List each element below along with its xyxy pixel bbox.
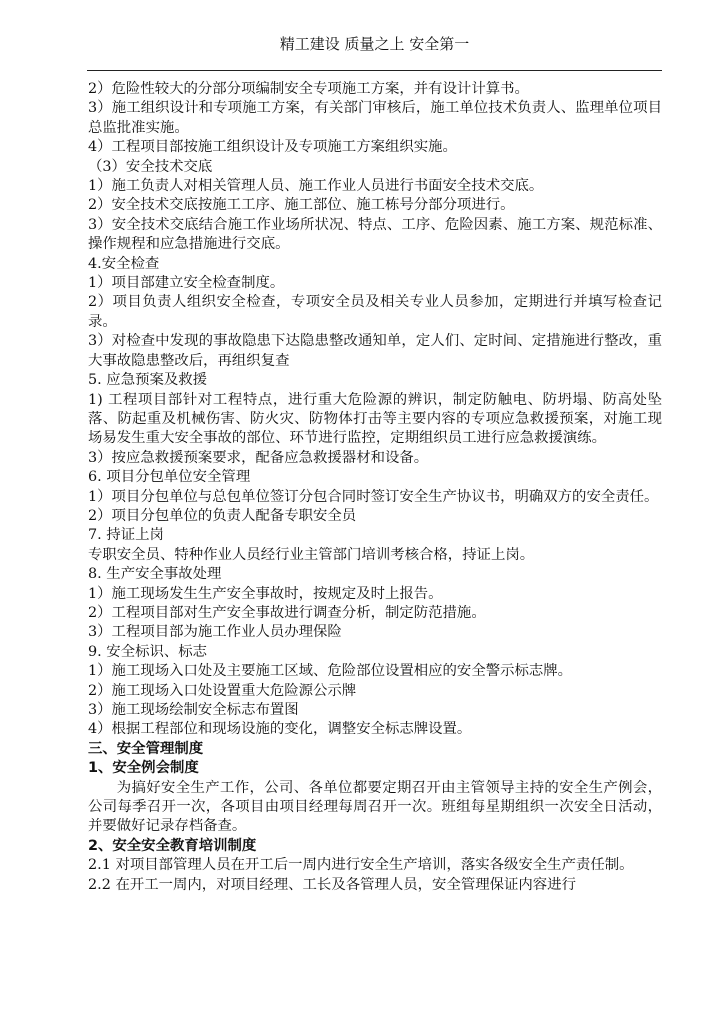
section-heading: 1、安全例会制度 (88, 760, 199, 777)
paragraph: 3）施工现场绘制安全标志布置图 (88, 702, 299, 718)
paragraph: 1）施工现场入口处及主要施工区域、危险部位设置相应的安全警示标志牌。 (88, 663, 573, 680)
paragraph: 3）工程项目部为施工作业人员办理保险 (88, 624, 342, 641)
paragraph: 1）项目部建立安全检查制度。 (88, 275, 285, 292)
paragraph: 1）项目分包单位与总包单位签订分包合同时签订安全生产协议书，明确双方的安全责任。 (88, 488, 659, 505)
paragraph: 3）施工组织设计和专项施工方案，有关部门审核后，施工单位技术负责人、监理单位项目总监批准实施。 (88, 100, 662, 136)
paragraph: 8. 生产安全事故处理 (88, 566, 222, 583)
paragraph: 2.1 对项目部管理人员在开工后一周内进行安全生产培训，落实各级安全生产责任制。 (88, 857, 634, 874)
paragraph: 2）安全技术交底按施工工序、施工部位、施工栋号分部分项进行。 (88, 197, 515, 214)
paragraph: 9. 安全标识、标志 (88, 643, 208, 660)
section-heading: 2、安全安全教育培训制度 (88, 837, 257, 854)
paragraph: （3）安全技术交底 (88, 158, 213, 175)
paragraph: 1）施工现场发生生产安全事故时，按规定及时上报告。 (88, 585, 443, 602)
paragraph: 1）施工负责人对相关管理人员、施工作业人员进行书面安全技术交底。 (88, 178, 544, 195)
paragraph: 专职安全员、特种作业人员经行业主管部门培训考核合格，持证上岗。 (88, 546, 535, 563)
paragraph: 4）工程项目部按施工组织设计及专项施工方案组织实施。 (88, 139, 457, 156)
page-header: 精工建设 质量之上 安全第一 (279, 35, 470, 53)
header-rule (87, 70, 662, 71)
paragraph: 2）项目分包单位的负责人配备专职安全员 (88, 507, 357, 524)
paragraph: 2）危险性较大的分部分项编制安全专项施工方案，并有设计计算书。 (88, 81, 529, 97)
document-body (88, 80, 662, 895)
paragraph: 3）按应急救援预案要求，配备应急救援器材和设备。 (88, 449, 429, 466)
paragraph: 4.安全检查 (88, 255, 160, 272)
paragraph: 2.2 在开工一周内，对项目经理、工长及各管理人员，安全管理保证内容进行 (88, 876, 576, 893)
section-heading: 三、安全管理制度 (88, 740, 204, 757)
paragraph: 1) 工程项目部针对工程特点，进行重大危险源的辨识，制定防触电、防坍塌、防高处坠落、防起重及机械伤害、防火灾、防物体打击等主要内容的专项应急救援预案，对施工现场易发生重大安全事故的部位、环节进行监控，定期组织员工进行应急救援演练。 (88, 391, 662, 447)
paragraph: 2）施工现场入口处设置重大危险源公示牌 (88, 682, 357, 699)
paragraph: 6. 项目分包单位安全管理 (88, 469, 251, 486)
paragraph: 3）对检查中发现的事故隐患下达隐患整改通知单，定人们、定时间、定措施进行整改，重大事故隐患整改后，再组织复查 (88, 333, 662, 369)
paragraph: 2）项目负责人组织安全检查，专项安全员及相关专业人员参加，定期进行并填写检查记录。 (88, 294, 662, 330)
paragraph: 5. 应急预案及救援 (88, 372, 208, 389)
paragraph: 4）根据工程部位和现场设施的变化，调整安全标志牌设置。 (88, 721, 472, 738)
paragraph: 7. 持证上岗 (88, 527, 164, 544)
paragraph: 为搞好安全生产工作，公司、各单位都要定期召开由主管领导主持的安全生产例会，公司每季召开一次，各项目由项目经理每周召开一次。班组每星期组织一次安全日活动，并要做好记录存档备查。 (88, 779, 662, 835)
paragraph: 3）安全技术交底结合施工作业场所状况、特点、工序、危险因素、施工方案、规范标准、操作规程和应急措施进行交底。 (88, 216, 662, 253)
paragraph: 2）工程项目部对生产安全事故进行调查分析，制定防范措施。 (88, 604, 486, 621)
